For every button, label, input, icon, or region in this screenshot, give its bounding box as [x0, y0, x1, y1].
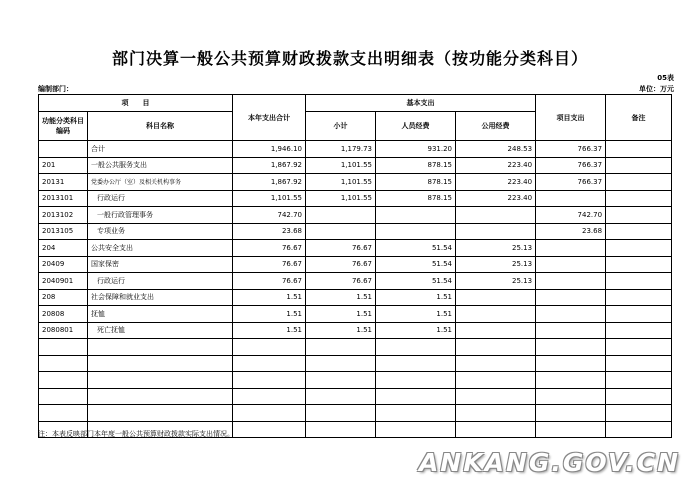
- cell-public: 223.40: [456, 190, 536, 207]
- cell-code: [39, 388, 88, 405]
- cell-subtotal: [306, 405, 376, 422]
- header-item-name: 科目名称: [88, 112, 233, 141]
- cell-personnel: 51.54: [376, 273, 456, 290]
- cell-subtotal: 1.51: [306, 289, 376, 306]
- cell-remark: [606, 306, 672, 323]
- cell-public: [456, 405, 536, 422]
- cell-total: 1,867.92: [233, 157, 306, 174]
- table-row: [39, 339, 672, 356]
- cell-project: 23.68: [536, 223, 606, 240]
- cell-remark: [606, 388, 672, 405]
- cell-project: [536, 256, 606, 273]
- cell-code: 204: [39, 240, 88, 257]
- cell-public: 25.13: [456, 256, 536, 273]
- cell-total: [233, 421, 306, 438]
- table-row: [39, 240, 672, 257]
- cell-remark: [606, 355, 672, 372]
- table-row: [39, 372, 672, 389]
- cell-remark: [606, 157, 672, 174]
- cell-name: [88, 372, 233, 389]
- cell-public: [456, 223, 536, 240]
- cell-public: [456, 388, 536, 405]
- header-remark: 备注: [606, 95, 672, 141]
- cell-name: 公共安全支出: [88, 240, 233, 257]
- cell-name: 一般行政管理事务: [88, 207, 233, 224]
- cell-public: 223.40: [456, 157, 536, 174]
- cell-project: [536, 240, 606, 257]
- cell-code: 2040901: [39, 273, 88, 290]
- cell-remark: [606, 339, 672, 356]
- table-row: [39, 322, 672, 339]
- table-body: [39, 141, 672, 438]
- table-row: [39, 223, 672, 240]
- cell-total: 1,101.55: [233, 190, 306, 207]
- cell-total: 1,867.92: [233, 174, 306, 191]
- cell-total: 1.51: [233, 306, 306, 323]
- header-func-code: 功能分类科目编码: [39, 112, 88, 141]
- cell-public: 223.40: [456, 174, 536, 191]
- cell-personnel: 1.51: [376, 306, 456, 323]
- watermark-logo: ANKANG.GOV.CN: [418, 448, 680, 477]
- cell-remark: [606, 421, 672, 438]
- cell-personnel: 51.54: [376, 256, 456, 273]
- cell-subtotal: [306, 223, 376, 240]
- cell-total: 76.67: [233, 256, 306, 273]
- header-personnel: 人员经费: [376, 112, 456, 141]
- cell-public: [456, 207, 536, 224]
- table-row: [39, 405, 672, 422]
- cell-project: [536, 322, 606, 339]
- cell-name: 合计: [88, 141, 233, 158]
- cell-total: [233, 372, 306, 389]
- cell-project: [536, 355, 606, 372]
- cell-subtotal: 76.67: [306, 256, 376, 273]
- cell-personnel: [376, 223, 456, 240]
- cell-code: [39, 339, 88, 356]
- cell-subtotal: 1,179.73: [306, 141, 376, 158]
- cell-project: [536, 388, 606, 405]
- table-row: [39, 273, 672, 290]
- table-row: [39, 289, 672, 306]
- cell-subtotal: 1,101.55: [306, 190, 376, 207]
- cell-project: 766.37: [536, 141, 606, 158]
- cell-personnel: [376, 421, 456, 438]
- cell-name: 行政运行: [88, 190, 233, 207]
- cell-remark: [606, 240, 672, 257]
- cell-name: 党委办公厅（室）及相关机构事务: [88, 174, 233, 191]
- cell-project: [536, 273, 606, 290]
- cell-remark: [606, 174, 672, 191]
- cell-personnel: 878.15: [376, 190, 456, 207]
- table-row: [39, 256, 672, 273]
- page-title: 部门决算一般公共预算财政拨款支出明细表（按功能分类科目）: [111, 49, 588, 68]
- cell-project: [536, 339, 606, 356]
- header-total: 本年支出合计: [233, 95, 306, 141]
- cell-remark: [606, 207, 672, 224]
- cell-remark: [606, 190, 672, 207]
- cell-total: 1.51: [233, 289, 306, 306]
- table-row: [39, 190, 672, 207]
- cell-code: 201: [39, 157, 88, 174]
- cell-personnel: 1.51: [376, 322, 456, 339]
- cell-code: [39, 355, 88, 372]
- cell-public: [456, 339, 536, 356]
- cell-total: 742.70: [233, 207, 306, 224]
- cell-subtotal: 1.51: [306, 306, 376, 323]
- cell-project: [536, 372, 606, 389]
- table-row: [39, 141, 672, 158]
- cell-name: [88, 339, 233, 356]
- cell-public: [456, 372, 536, 389]
- cell-remark: [606, 322, 672, 339]
- cell-project: 766.37: [536, 157, 606, 174]
- table-row: [39, 388, 672, 405]
- cell-public: 25.13: [456, 273, 536, 290]
- cell-remark: [606, 256, 672, 273]
- cell-subtotal: 1.51: [306, 322, 376, 339]
- cell-total: 1.51: [233, 322, 306, 339]
- cell-total: [233, 388, 306, 405]
- cell-subtotal: [306, 388, 376, 405]
- cell-remark: [606, 273, 672, 290]
- cell-total: 76.67: [233, 240, 306, 257]
- header-public: 公用经费: [456, 112, 536, 141]
- cell-subtotal: [306, 339, 376, 356]
- cell-name: 国家保密: [88, 256, 233, 273]
- cell-subtotal: [306, 207, 376, 224]
- cell-project: 742.70: [536, 207, 606, 224]
- cell-public: [456, 421, 536, 438]
- cell-code: 20409: [39, 256, 88, 273]
- cell-public: [456, 306, 536, 323]
- cell-remark: [606, 405, 672, 422]
- cell-subtotal: 76.67: [306, 273, 376, 290]
- cell-total: 1,946.10: [233, 141, 306, 158]
- table-row: [39, 306, 672, 323]
- cell-project: [536, 289, 606, 306]
- cell-personnel: 878.15: [376, 157, 456, 174]
- cell-code: [39, 372, 88, 389]
- table-row: [39, 207, 672, 224]
- cell-name: 一般公共服务支出: [88, 157, 233, 174]
- cell-name: [88, 355, 233, 372]
- cell-subtotal: [306, 421, 376, 438]
- cell-public: [456, 289, 536, 306]
- table-row: [39, 174, 672, 191]
- header-subtotal: 小计: [306, 112, 376, 141]
- cell-subtotal: 76.67: [306, 240, 376, 257]
- cell-project: [536, 421, 606, 438]
- expenditure-table: [38, 94, 672, 438]
- cell-public: [456, 322, 536, 339]
- cell-total: 23.68: [233, 223, 306, 240]
- cell-name: 抚恤: [88, 306, 233, 323]
- cell-personnel: 51.54: [376, 240, 456, 257]
- cell-code: 208: [39, 289, 88, 306]
- cell-subtotal: [306, 355, 376, 372]
- cell-project: [536, 190, 606, 207]
- cell-code: [39, 141, 88, 158]
- cell-remark: [606, 289, 672, 306]
- cell-total: [233, 355, 306, 372]
- table-number: 05表: [657, 74, 674, 82]
- cell-name: [88, 388, 233, 405]
- cell-personnel: [376, 405, 456, 422]
- cell-name: 专项业务: [88, 223, 233, 240]
- cell-name: 行政运行: [88, 273, 233, 290]
- cell-personnel: [376, 207, 456, 224]
- cell-code: [39, 405, 88, 422]
- cell-code: 2013105: [39, 223, 88, 240]
- cell-code: 2013102: [39, 207, 88, 224]
- cell-name: 死亡抚恤: [88, 322, 233, 339]
- table-row: [39, 355, 672, 372]
- cell-subtotal: 1,101.55: [306, 174, 376, 191]
- header-project: 项目支出: [536, 95, 606, 141]
- cell-personnel: 878.15: [376, 174, 456, 191]
- cell-personnel: [376, 372, 456, 389]
- cell-total: [233, 339, 306, 356]
- dept-label: 编制部门：: [38, 85, 73, 93]
- cell-project: [536, 405, 606, 422]
- cell-project: [536, 306, 606, 323]
- cell-name: [88, 405, 233, 422]
- cell-public: 25.13: [456, 240, 536, 257]
- cell-code: 2080801: [39, 322, 88, 339]
- cell-remark: [606, 223, 672, 240]
- header-basic: 基本支出: [306, 95, 536, 112]
- header-item: 项 目: [39, 95, 233, 112]
- cell-personnel: 1.51: [376, 289, 456, 306]
- cell-remark: [606, 141, 672, 158]
- cell-total: [233, 405, 306, 422]
- unit-label: 单位：万元: [639, 85, 674, 93]
- cell-code: 20131: [39, 174, 88, 191]
- cell-subtotal: [306, 372, 376, 389]
- cell-name: 社会保障和就业支出: [88, 289, 233, 306]
- cell-personnel: [376, 388, 456, 405]
- cell-personnel: [376, 339, 456, 356]
- cell-subtotal: 1,101.55: [306, 157, 376, 174]
- cell-code: 2013101: [39, 190, 88, 207]
- cell-public: [456, 355, 536, 372]
- cell-public: 248.53: [456, 141, 536, 158]
- cell-project: 766.37: [536, 174, 606, 191]
- table-note: 注：本表反映部门本年度一般公共预算财政拨款实际支出情况。: [38, 430, 234, 438]
- table-row: [39, 157, 672, 174]
- cell-personnel: 931.20: [376, 141, 456, 158]
- cell-code: 20808: [39, 306, 88, 323]
- cell-remark: [606, 372, 672, 389]
- cell-total: 76.67: [233, 273, 306, 290]
- cell-personnel: [376, 355, 456, 372]
